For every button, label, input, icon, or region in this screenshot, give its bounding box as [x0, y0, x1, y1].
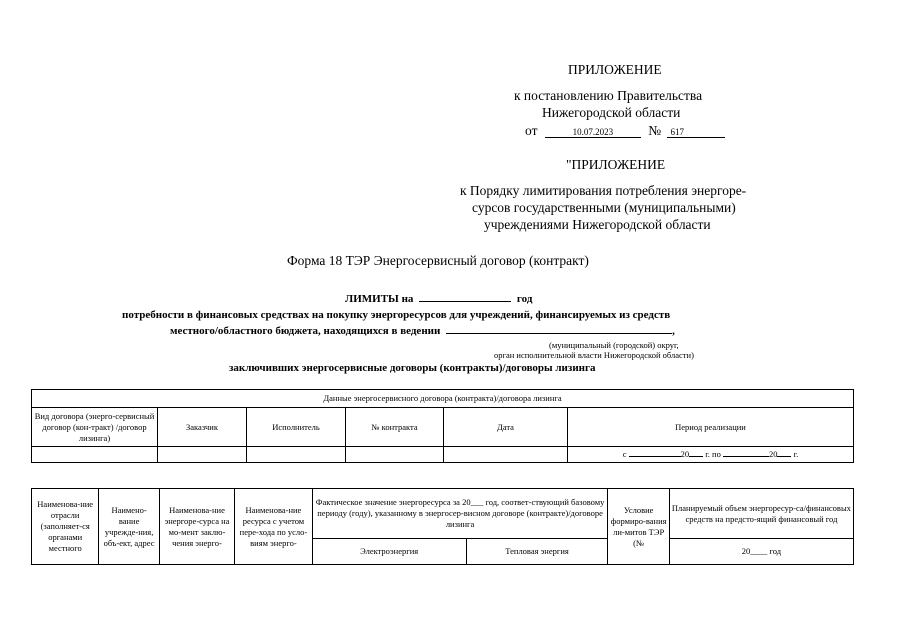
cell-period: [568, 447, 854, 463]
period-end-blank: [723, 456, 769, 457]
resolution-number: 617: [667, 127, 725, 138]
col-resource-transition: Наименова-ние ресурса с учетом пере-хода по усло-виям энерго-: [235, 489, 312, 565]
cell-date: [444, 447, 568, 463]
from-label: от: [525, 123, 538, 138]
limits-line-2: потребности в финансовых средствах на покупку энергоресурсов для учреждений, финансируемых из средств: [122, 309, 671, 321]
col-resource-initial: Наименова-ние энергоре-сурса на мо-мент заклю-чения энерго-: [159, 489, 234, 565]
col-period: Период реализации: [568, 408, 854, 447]
cell-customer: [158, 447, 247, 463]
cell-contract-type: [32, 447, 158, 463]
col-institution: Наимено-вание учрежде-ния, объ-ект, адрес: [99, 489, 159, 565]
col-contract-type: Вид договора (энерго-сервисный договор (кон-тракт) /договор лизинга): [32, 408, 158, 447]
col-limit-condition: Условие формиро-вания ли-митов ТЭР (№: [608, 489, 669, 565]
col-heat: Тепловая энергия: [466, 539, 608, 565]
period-to-label: г. по: [705, 449, 721, 459]
order-line-2: сурсов государственными (муниципальными): [472, 200, 736, 215]
limits-year-blank: [419, 301, 511, 302]
resolution-line-1: к постановлению Правительства: [514, 88, 703, 103]
limits-line-3: [170, 325, 675, 337]
col-planned-year: 20____ год: [669, 539, 853, 565]
period-end-label: г.: [793, 449, 799, 459]
cell-contract-number: [346, 447, 444, 463]
limits-title-prefix: ЛИМИТЫ на: [345, 293, 414, 305]
resolution-date-line: [525, 123, 725, 139]
jurisdiction-blank: [446, 333, 672, 334]
appendix-title: ПРИЛОЖЕНИЕ: [568, 62, 662, 77]
limits-title-suffix: год: [516, 293, 533, 305]
limits-line-3-comma: ,: [672, 325, 675, 337]
jurisdiction-note-2: орган исполнительной власти Нижегородской области): [494, 350, 694, 360]
col-actual-value: Фактическое значение энергоресурса за 20___ год, соответ-ствующий базовому периоду (году), указанному в энергосер-висном договоре (контракте)/договоре лизинга: [312, 489, 608, 539]
resolution-date: 10.07.2023: [545, 127, 641, 138]
inner-appendix-title: "ПРИЛОЖЕНИЕ: [566, 157, 666, 172]
period-start-blank: [629, 456, 681, 457]
period-year-1: 20: [680, 449, 690, 459]
col-contract-number: № контракта: [346, 408, 444, 447]
period-year-1-blank: [689, 456, 703, 457]
period-year-2: 20: [768, 449, 778, 459]
contract-table-caption: Данные энергосервисного договора (контракта)/договора лизинга: [32, 390, 854, 408]
col-executor: Исполнитель: [247, 408, 346, 447]
number-label: №: [648, 123, 662, 138]
order-line-1: к Порядку лимитирования потребления энергоре-: [460, 183, 747, 198]
limits-title: [345, 293, 532, 305]
col-date: Дата: [444, 408, 568, 447]
jurisdiction-note-1: (муниципальный (городской) округ,: [549, 340, 679, 350]
limits-line-4: заключивших энергосервисные договоры (контракты)/договоры лизинга: [229, 362, 596, 374]
col-customer: Заказчик: [158, 408, 247, 447]
period-year-2-blank: [777, 456, 791, 457]
limits-line-3-text: местного/областного бюджета, находящихся в ведении: [170, 325, 441, 337]
period-from-label: с: [622, 449, 627, 459]
col-industry: Наименова-ние отрасли (заполняет-ся органами местного: [32, 489, 99, 565]
col-planned-volume: Планируемый объем энергоресур-са/финансовых средств на предсто-ящий финансовый год: [669, 489, 853, 539]
form-title: Форма 18 ТЭР Энергосервисный договор (контракт): [287, 253, 589, 268]
col-electricity: Электроэнергия: [312, 539, 466, 565]
cell-executor: [247, 447, 346, 463]
limits-table: [31, 488, 854, 565]
resolution-line-2: Нижегородской области: [542, 105, 681, 120]
order-line-3: учреждениями Нижегородской области: [484, 217, 711, 232]
contract-table: [31, 389, 854, 463]
